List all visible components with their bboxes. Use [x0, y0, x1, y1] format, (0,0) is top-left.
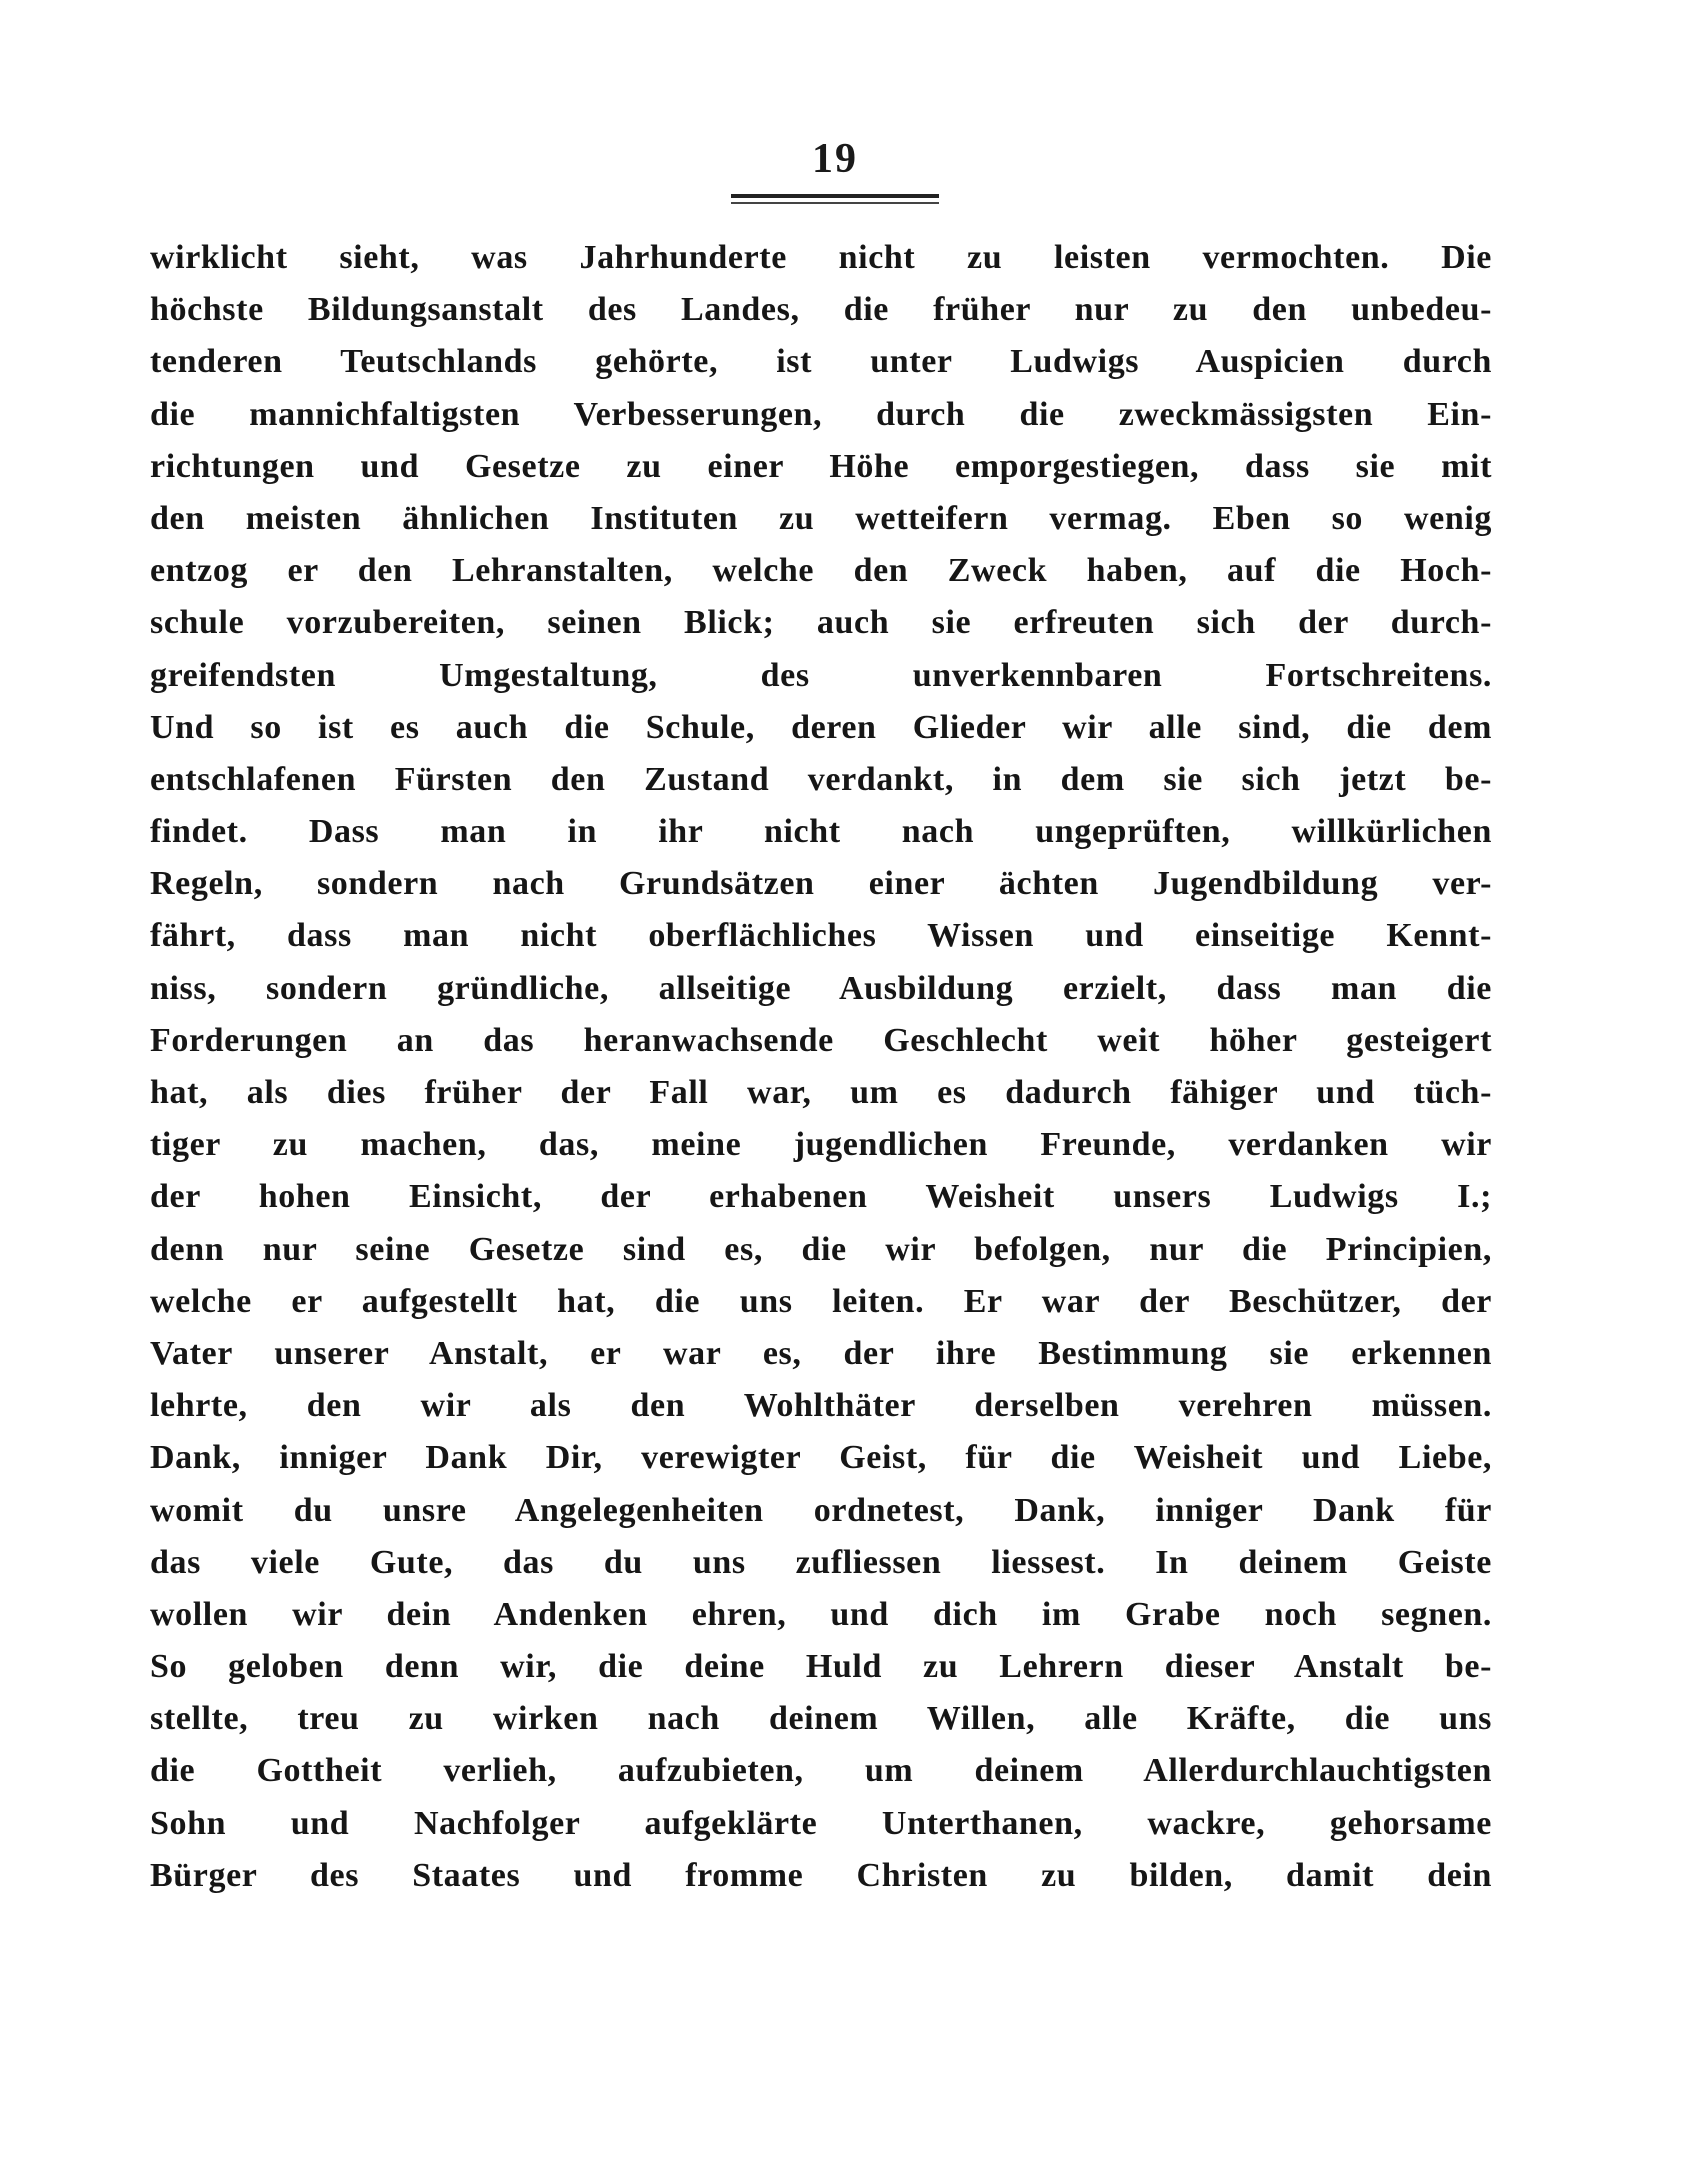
text-line: Forderungen an das heranwachsende Geschlecht weit höher gesteigert — [150, 1021, 1492, 1059]
text-line: Bürger des Staates und fromme Christen zu bilden, damit dein — [150, 1856, 1492, 1894]
text-line: stellte, treu zu wirken nach deinem Willen, alle Kräfte, die uns — [150, 1700, 1492, 1738]
text-line: So geloben denn wir, die deine Huld zu Lehrern dieser Anstalt be- — [150, 1648, 1492, 1686]
text-line: welche er aufgestellt hat, die uns leiten. Er war der Beschützer, der — [150, 1282, 1492, 1320]
text-line: denn nur seine Gesetze sind es, die wir befolgen, nur die Principien, — [150, 1230, 1492, 1268]
text-line: das viele Gute, das du uns zufliessen liessest. In deinem Geiste — [150, 1543, 1492, 1581]
text-line: der hohen Einsicht, der erhabenen Weisheit unsers Ludwigs I.; — [150, 1178, 1492, 1216]
text-line: Sohn und Nachfolger aufgeklärte Unterthanen, wackre, gehorsame — [150, 1804, 1492, 1842]
body-text — [150, 232, 1492, 1902]
text-line: lehrte, den wir als den Wohlthäter derselben verehren müssen. — [150, 1387, 1492, 1425]
text-line: niss, sondern gründliche, allseitige Ausbildung erzielt, dass man die — [150, 969, 1492, 1007]
text-line: tiger zu machen, das, meine jugendlichen Freunde, verdanken wir — [150, 1126, 1492, 1164]
text-line: Dank, inniger Dank Dir, verewigter Geist, für die Weisheit und Liebe, — [150, 1439, 1492, 1477]
page-header — [730, 138, 940, 204]
text-line: wollen wir dein Andenken ehren, und dich im Grabe noch segnen. — [150, 1595, 1492, 1633]
text-line: entzog er den Lehranstalten, welche den Zweck haben, auf die Hoch- — [150, 552, 1492, 590]
text-line: die mannichfaltigsten Verbesserungen, durch die zweckmässigsten Ein- — [150, 395, 1492, 433]
text-line: hat, als dies früher der Fall war, um es dadurch fähiger und tüch- — [150, 1074, 1492, 1111]
text-line: den meisten ähnlichen Instituten zu wetteifern vermag. Eben so wenig — [150, 499, 1492, 537]
header-rule-thin — [731, 202, 939, 204]
text-line: Regeln, sondern nach Grundsätzen einer ächten Jugendbildung ver- — [150, 865, 1492, 903]
text-line: die Gottheit verlieh, aufzubieten, um deinem Allerdurchlauchtigsten — [150, 1752, 1492, 1790]
text-line: höchste Bildungsanstalt des Landes, die früher nur zu den unbedeu- — [150, 291, 1492, 329]
text-line: womit du unsre Angelegenheiten ordnetest, Dank, inniger Dank für — [150, 1491, 1492, 1529]
text-line: schule vorzubereiten, seinen Blick; auch sie erfreuten sich der durch- — [150, 604, 1492, 642]
text-line: fährt, dass man nicht oberflächliches Wissen und einseitige Kennt- — [150, 917, 1492, 955]
page-number: 19 — [812, 136, 858, 182]
header-rule-thick — [731, 194, 939, 198]
text-line: Und so ist es auch die Schule, deren Glieder wir alle sind, die dem — [150, 708, 1492, 746]
text-line: entschlafenen Fürsten den Zustand verdankt, in dem sie sich jetzt be- — [150, 760, 1492, 798]
text-line: Vater unserer Anstalt, er war es, der ihre Bestimmung sie erkennen — [150, 1334, 1492, 1372]
text-line: greifendsten Umgestaltung, des unverkennbaren Fortschreitens. — [150, 656, 1492, 694]
text-line: tenderen Teutschlands gehörte, ist unter Ludwigs Auspicien durch — [150, 343, 1492, 381]
text-line: findet. Dass man in ihr nicht nach ungeprüften, willkürlichen — [150, 813, 1492, 851]
text-line: richtungen und Gesetze zu einer Höhe emporgestiegen, dass sie mit — [150, 447, 1492, 485]
text-line: wirklicht sieht, was Jahrhunderte nicht zu leisten vermochten. Die — [150, 239, 1492, 276]
